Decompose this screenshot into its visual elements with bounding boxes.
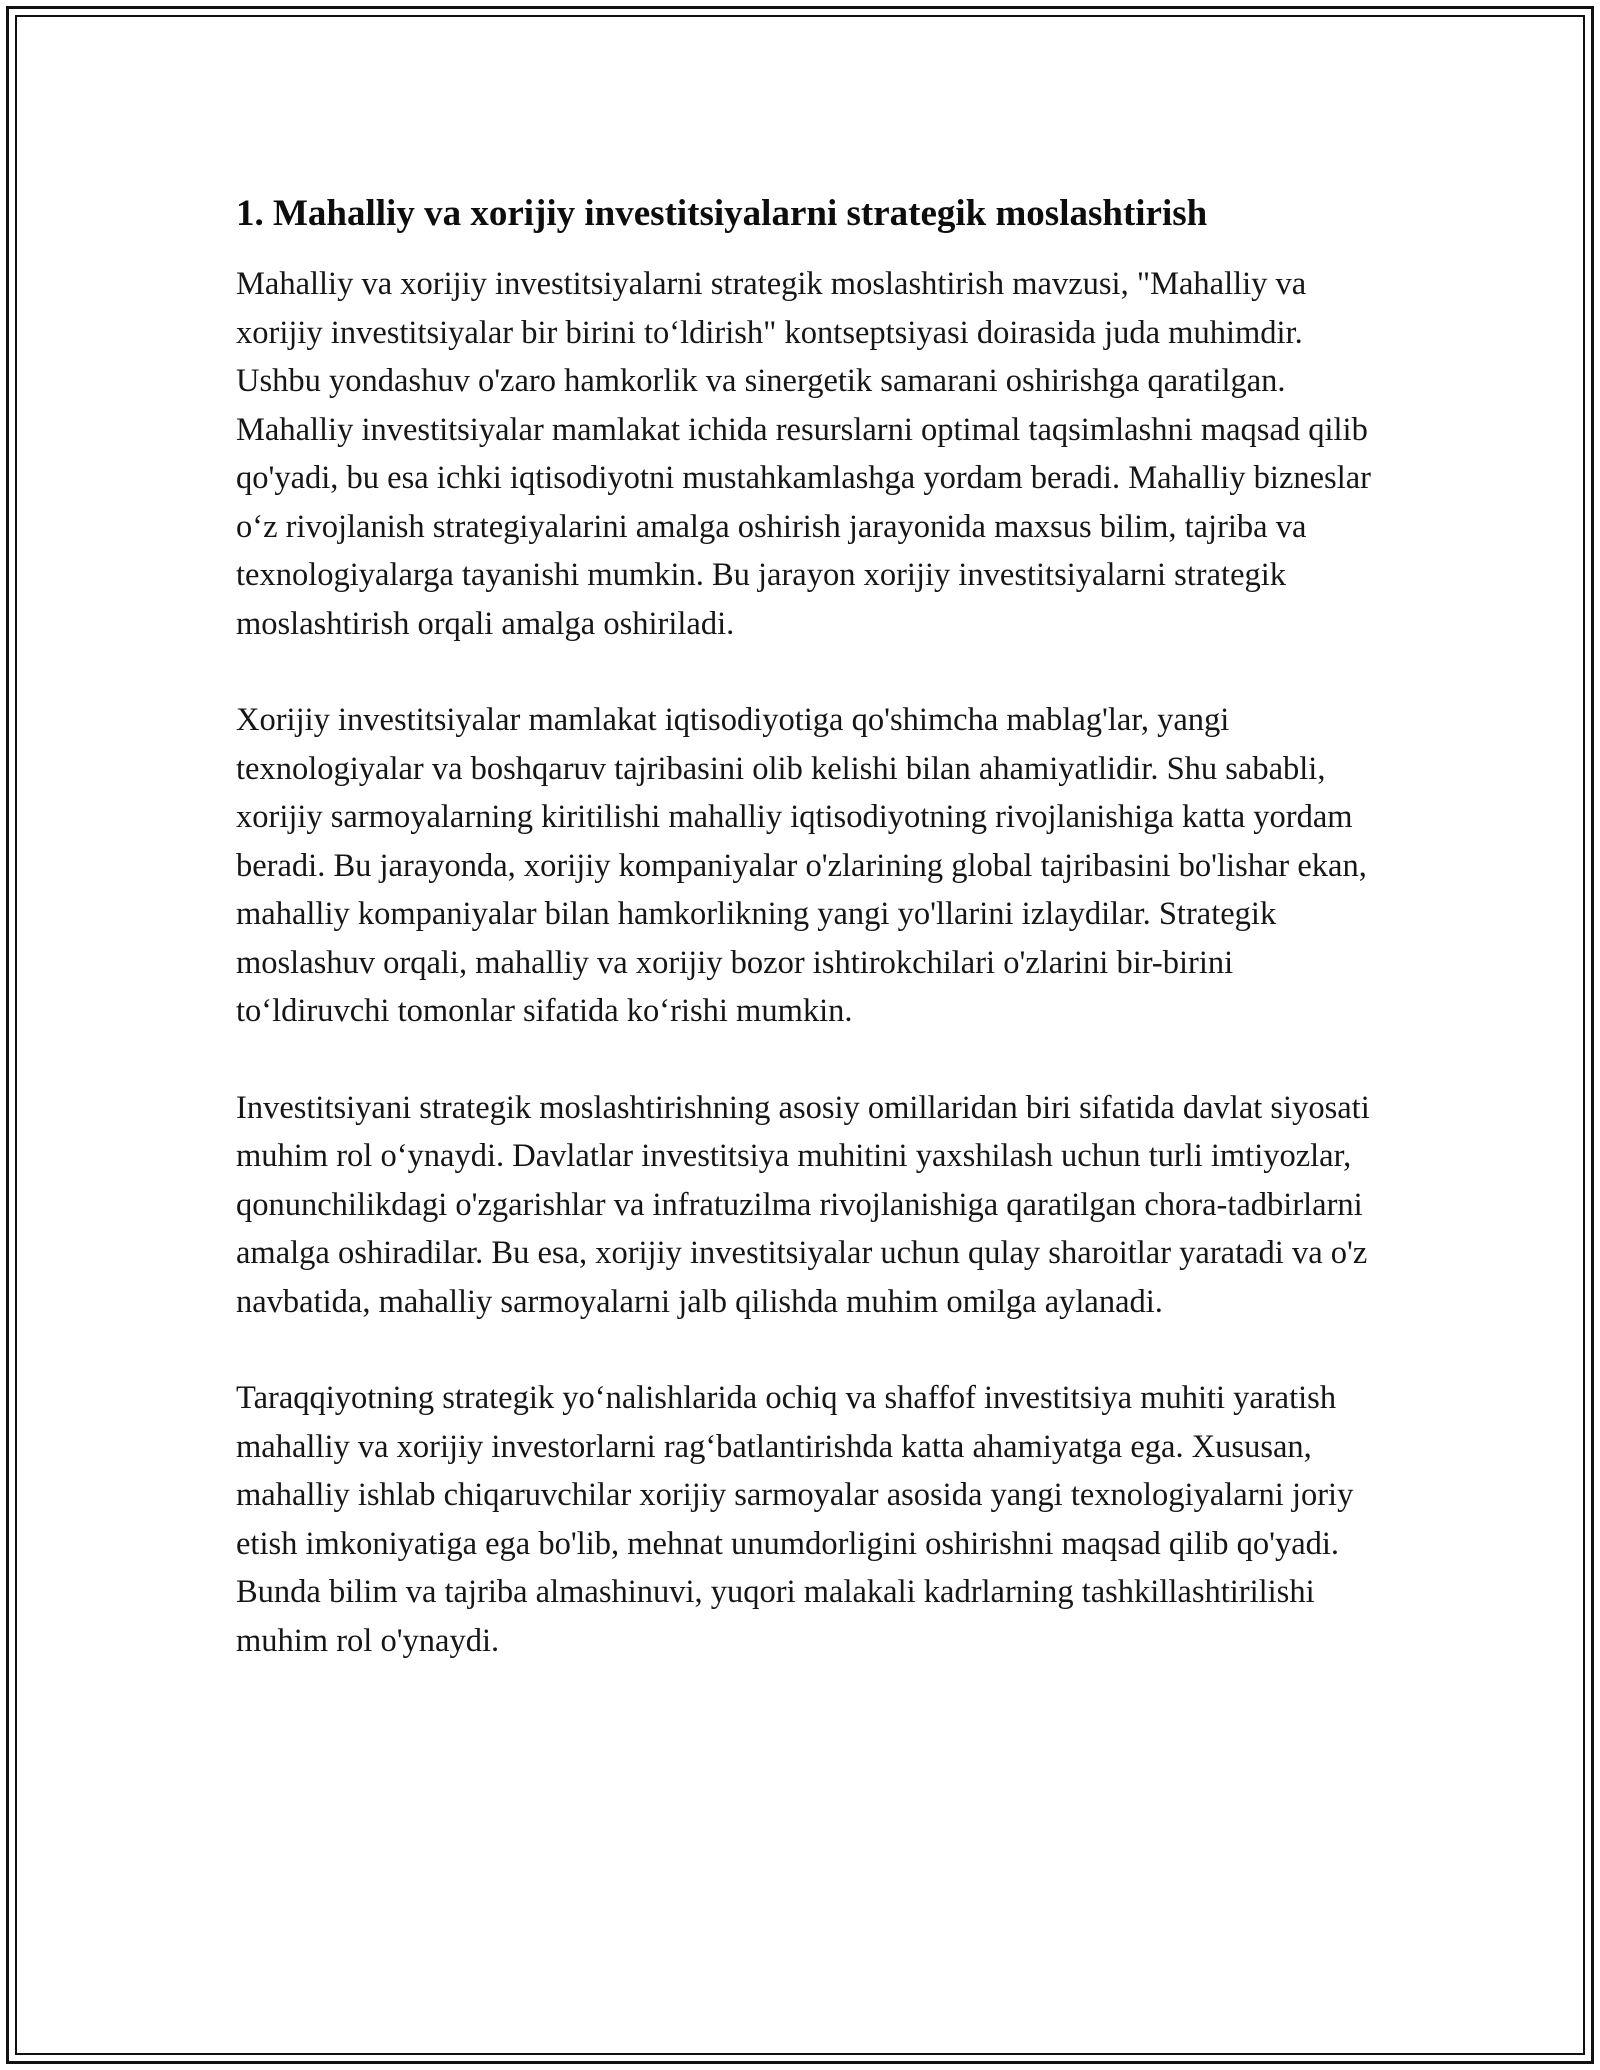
section-heading: 1. Mahalliy va xorijiy investitsiyalarni strategik moslashtirish xyxy=(236,193,1208,234)
paragraph-2: Xorijiy investitsiyalar mamlakat iqtisodiyotiga qo'shimcha mablag'lar, yangi texnologiyalar va boshqaruv tajribasini olib kelishi bilan ahamiyatlidir. Shu sababli, xorijiy sarmoyalarning kiritilishi mahalliy iqtisodiyotning rivojlanishiga katta yordam beradi. Bu jarayonda, xorijiy kompaniyalar o'zlarining global tajribasini bo'lishar ekan, mahalliy kompaniyalar bilan hamkorlikning yangi yo'llarini izlaydilar. Strategik moslashuv orqali, mahalliy va xorijiy bozor ishtirokchilari o'zlarini bir-birini to‘ldiruvchi tomonlar sifatida ko‘rishi mumkin. xyxy=(236,702,1367,1029)
paragraph-4: Taraqqiyotning strategik yo‘nalishlarida ochiq va shaffof investitsiya muhiti yaratish mahalliy va xorijiy investorlarni rag‘batlantirishda katta ahamiyatga ega. Xususan, mahalliy ishlab chiqaruvchilar xorijiy sarmoyalar asosida yangi texnologiyalarni joriy etish imkoniyatiga ega bo'lib, mehnat unumdorligini oshirishni maqsad qilib qo'yadi. Bunda bilim va tajriba almashinuvi, yuqori malakali kadrlarning tashkillashtirilishi muhim rol o'ynaydi. xyxy=(236,1380,1354,1659)
paragraph-3: Investitsiyani strategik moslashtirishning asosiy omillaridan biri sifatida davlat siyosati muhim rol o‘ynaydi. Davlatlar investitsiya muhitini yaxshilash uchun turli imtiyozlar, qonunchilikdagi o'zgarishlar va infratuzilma rivojlanishiga qaratilgan chora-tadbirlarni amalga oshiradilar. Bu esa, xorijiy investitsiyalar uchun qulay sharoitlar yaratadi va o'z navbatida, mahalliy sarmoyalarni jalb qilishda muhim omilga aylanadi. xyxy=(236,1089,1370,1320)
paragraph-1: Mahalliy va xorijiy investitsiyalarni strategik moslashtirish mavzusi, "Mahalliy va xorijiy investitsiyalar bir birini to‘ldirish" kontseptsiyasi doirasida juda muhimdir. Ushbu yondashuv o'zaro hamkorlik va sinergetik samarani oshirishga qaratilgan. Mahalliy investitsiyalar mamlakat ichida resurslarni optimal taqsimlashni maqsad qilib qo'yadi, bu esa ichki iqtisodiyotni mustahkamlashga yordam beradi. Mahalliy bizneslar o‘z rivojlanish strategiyalarini amalga oshirish jarayonida maxsus bilim, tajriba va texnologiyalarga tayanishi mumkin. Bu jarayon xorijiy investitsiyalarni strategik moslashtirish orqali amalga oshiriladi. xyxy=(236,266,1371,642)
document-body xyxy=(236,190,1376,1713)
